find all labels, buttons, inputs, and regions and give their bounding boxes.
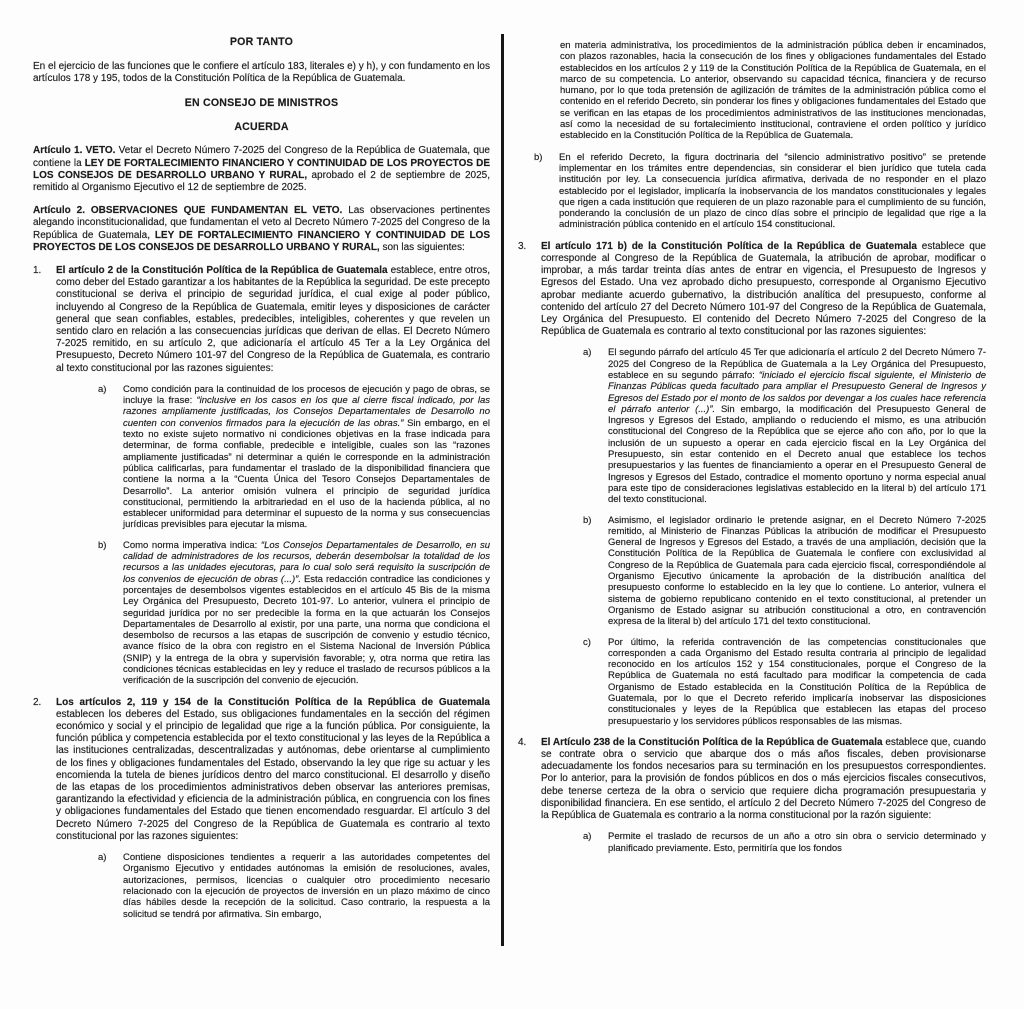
text-segment: establece que, cuando se contrate obra o servicio que abarque dos o más años fiscales, deben provisionarse adecuadamente los fondos necesarios para su terminación en los presupuestos correspondientes. Por lo anterior, para la provisión de fondos públicos en dos o más ejercicios fiscales consecutivos, debe tenerse certeza de la obra o servicio que requiere dicha programación presupuestaria y disponibilidad financiera. En ese sentido, el artículo 2 del Decreto Número 7-2025 del Congreso de la República de Guatemala es contrario a la norma constitucional por la razón siguiente: xyxy=(541,736,986,822)
item-number: 4. xyxy=(518,736,527,748)
item-number: 2. xyxy=(33,696,42,708)
continuation-paragraph-2a xyxy=(560,40,986,142)
text-segment: establece, entre otros, como deber del Estado garantizar a los habitantes de la República la seguridad. De este precepto constitucional se deriva el principio de seguridad jurídica, el cual exige al poder público, incluyendo al Congreso de la República de Guatemala, emitir leyes y disposiciones de carácter general que sean confiables, estables, predecibles, inteligibles, coherentes y que revelen un sentido claro en relación a las consecuencias jurídicas que derivan de ellas. El Decreto Número 7-2025 remitido, en su artículo 2, que adicionaría el artículo 45 Ter a la Ley Orgánica del Presupuesto, Decreto Número 101-97 del Congreso de la República de Guatemala, es contrario al texto constitucional por las razones siguientes: xyxy=(56,265,490,374)
text-segment: Asimismo, el legislador ordinario le pretende asignar, en el Decreto Número 7-2025 remitido, al Ministerio de Finanzas Públicas la atribución de modificar el Presupuesto General de Ingresos y Egresos del Estado, a través de una ampliación, decisión que la Constitución Política de la República de Guatemala le confiere con exclusividad al Congreso de la República de Guatemala para cada ejercicio fiscal, correspondiéndole al Organismo Ejecutivo únicamente la aprobación de la distribución analítica del presupuesto conforme lo establecido en la ley que lo contiene. Lo anterior, vulnera el sistema de gobierno republicano contenido en el texto constitucional, al pretender un Organismo de Estado asignar su atribución constitucional a otro, en contravención expresa de la literal b) del artículo 171 del texto constitucional. xyxy=(608,514,986,628)
text-segment: “iniciado el ejercicio fiscal siguiente, el Ministerio de Finanzas Públicas queda facultado para ampliar el Presupuesto General de Ingresos y Egresos del Estado por el monto de los saldos por devengar a los cuales hace referencia el párrafo anterior (...)”. xyxy=(608,369,987,415)
text-segment: Las observaciones pertinentes alegando inconstitucionalidad, que fundamentan el veto al Decreto Número 7-2025 del Congreso de la República de Guatemala, xyxy=(33,205,491,241)
text-segment: El segundo párrafo del artículo 45 Ter que adicionaría el artículo 2 del Decreto Número 7-2025 del Congreso de la República de Guatemala a la Ley Orgánica del Presupuesto, establece en su segundo párrafo: xyxy=(608,347,986,381)
text-segment: “inclusive en los casos en los que al cierre fiscal indicado, por las razones ampliamente justificadas, los Consejos Departamentales de Desarrollo no cuenten con convenios firmados para la ejecución de las obras.” xyxy=(123,395,490,429)
text-segment: establecen los deberes del Estado, sus obligaciones fundamentales en la sección del régimen económico y social y el principio de legalidad que rige a la función pública. Por consiguiente, la función pública y competencia establecida por el texto constitucional y las leyes de la República a las instituciones centralizadas, descentralizadas y autónomas, debe orientarse al cumplimiento de los fines y obligaciones fundamentales del Estado, observando la ley que rige su actuar y les encomienda la tutela de bienes jurídicos dentro del marco constitucional. El desarrollo y diseño de las etapas de los procedimientos administrativos deben observar las anteriores premisas, garantizando la efectividad y eficiencia de la administración pública, en congruencia con los fines y obligaciones fundamentales del Estado que tienen encomendado resguardar. El artículo 3 del Decreto Número 7-2025 del Congreso de la República de Guatemala es contrario al texto constitucional por las razones siguientes: xyxy=(56,708,490,842)
subitem-3b xyxy=(583,515,986,628)
subitem-label: a) xyxy=(98,852,107,864)
text-segment: son las siguientes: xyxy=(379,241,465,253)
subitem-body xyxy=(608,347,986,505)
right-column xyxy=(518,40,986,864)
item-content xyxy=(56,265,490,687)
item-content xyxy=(56,697,490,920)
subitem-label: b) xyxy=(534,151,543,163)
text-segment: Como norma imperativa indica: xyxy=(123,539,261,551)
item-content xyxy=(541,241,986,727)
subitem-1a xyxy=(98,384,490,531)
text-segment: Como condición para la continuidad de los procesos de ejecución y pago de obras, se incluye la frase: xyxy=(123,383,490,407)
text-segment: Esta redacción contradice las condiciones y porcentajes de desembolsos vigentes establecidos en el artículo 45 Bis de la misma Ley Orgánica del Presupuesto, Decreto 101-97. Lo anterior, vulnera el principio de seguridad jurídica por no ser predecible la forma en la que actuarán los Consejos Departamentales de Desarrollo al existir, por una parte, una norma que condiciona el desembolso de recursos a las etapas de suscripción de convenio y estudio técnico, avance físico de la obra con registro en el Sistema Nacional de Inversión Pública (SNIP) y la entrega de la obra y supervisión favorable; y, otra norma que retira las condiciones técnicas establecidas en ley y reduce el traslado de recursos públicos a la verificación de la suscripción del convenio de ejecución. xyxy=(123,573,490,687)
text-segment: El artículo 2 de la Constitución Política de la República de Guatemala xyxy=(56,265,388,277)
subitem-label: b) xyxy=(583,514,592,526)
text-segment: aprobado el 2 de septiembre de 2025, remitido al Organismo Ejecutivo el 12 de septiembre de 2025. xyxy=(33,169,490,194)
text-segment: Vetar el Decreto Número 7-2025 del Congreso de la República de Guatemala, que contiene la xyxy=(33,145,490,169)
text-segment: Sin embargo, la modificación del Presupuesto General de Ingresos y Egresos del Estado, ampliando o reduciendo el mismo, es una atribución constitucional del Congreso de la República que se ejerce año con año, por lo que la inclusión de un supuesto a operar en cada ejercicio fiscal en la Ley Orgánica del Presupuesto, sin estar contenido en el Decreto anual que establece los techos presupuestarios y las fuentes de financiamiento a operar en el Presupuesto General de Ingresos y Egresos del Estado, contradice el momento oportuno y norma especial anual para este tipo de consideraciones legislativas establecido en la literal b) del artículo 171 del texto constitucional. xyxy=(608,403,986,506)
text-segment: LEY DE FORTALECIMIENTO FINANCIERO Y CONTINUIDAD DE LOS PROYECTOS DE LOS CONSEJOS DE DESARROLLO URBANO Y RURAL, xyxy=(33,229,491,253)
text-segment: En el ejercicio de las funciones que le confiere el artículo 183, literales e) y h), y con fundamento en los artículos 178 y 195, todos de la Constitución Política de la República de Guatemala. xyxy=(33,61,490,85)
numbered-item-3 xyxy=(518,241,986,727)
subitem-body xyxy=(608,515,986,628)
item-number: 1. xyxy=(33,265,42,277)
subitem-body xyxy=(123,852,490,920)
heading-por-tanto: POR TANTO xyxy=(229,36,294,48)
subitem-body xyxy=(608,831,986,854)
subitem-1b xyxy=(98,540,490,687)
text-segment: Contiene disposiciones tendientes a requerir a las autoridades competentes del Organismo Ejecutivo y entidades autónomas la emisión de resoluciones, avales, autorizaciones, permisos, licencias o cualquier otro procedimiento necesario relacionado con la ejecución de proyectos de inversión en un plazo máximo de cinco días hábiles desde la recepción de la solicitud. Caso contrario, la respuesta a la solicitud se tendrá por afirmativa. Sin embargo, xyxy=(123,852,490,920)
subitem-2a xyxy=(98,852,490,920)
text-segment: en materia administrativa, los procedimientos de la administración pública deben ir encaminados, con plazos razonables, hacia la consecución de los fines y obligaciones fundamentales del Estado establecidos en los artículos 2 y 119 de la Constitución Política de la República de Guatemala, en el marco de su competencia. Lo anterior, observando su capacidad técnica, financiera y de recurso humano, por lo que toda pretensión de agilización de trámites de la administración pública como el contenido en el referido Decreto, sin ponderar los fines y obligaciones fundamentales del Estado que se verifican en las etapas de los procedimientos administrativos de las instituciones mencionadas, así como la necesidad de su fortalecimiento institucional, contraviene el orden político y jurídico establecido en la Constitución Política de la República de Guatemala. xyxy=(560,40,986,142)
numbered-item-1 xyxy=(33,265,490,687)
text-segment: “Los Consejos Departamentales de Desarrollo, en su calidad de administradores de los recursos, deberán desembolsar la totalidad de los recursos a las unidades ejecutoras, para lo cual solo será requisito la suscripción de los convenios de ejecución de obras (...)”. xyxy=(123,539,490,585)
text-segment: En el referido Decreto, la figura doctrinaria del “silencio administrativo positivo” se pretende implementar en los trámites entre dependencias, sin considerar el bien jurídico que tutela cada institución por ley. La consecuencia jurídica afirmativa, derivada de no responder en el plazo establecido por el legislador, implicaría la inobservancia de los mandatos constitucionales y legales que rigen a cada institución que requieren de un plazo razonable para el cumplimiento de su función, ponderando la conclusión de un plazo de cinco días sobre el principio de legalidad que rige a la administración pública contenido en el artículo 154 constitucional. xyxy=(559,151,986,231)
text-segment: LEY DE FORTALECIMIENTO FINANCIERO Y CONTINUIDAD DE LOS PROYECTOS DE LOS CONSEJOS DE DESARROLLO URBANO Y RURAL, xyxy=(33,157,490,181)
article-1-paragraph xyxy=(33,145,490,194)
item-body xyxy=(56,697,490,843)
item-body xyxy=(56,265,490,375)
item-content xyxy=(541,737,986,854)
subitem-label: a) xyxy=(583,347,592,359)
subitem-body xyxy=(123,540,490,687)
subitem-4a xyxy=(583,831,986,854)
text-segment: Por último, la referida contravención de las competencias constitucionales que corresponden a cada Organismo del Estado resulta contraria al principio de legalidad reconocido en los artículos 152 y 154 constitucionales, porque el Congreso de la República de Guatemala no está facultado para modificar la competencia de cada Organismo de Estado establecida en la Constitución Política de la República de Guatemala, por lo que el Decreto referido implicaría inobservar las disposiciones constitucionales y leyes de la República que establecen las etapas del proceso presupuestario y los servidores públicos responsables de las mismas. xyxy=(608,636,986,727)
text-segment: El artículo 171 b) de la Constitución Política de la República de Guatemala xyxy=(541,240,917,252)
left-column xyxy=(33,36,490,930)
subitem-label: b) xyxy=(98,539,107,551)
text-segment: Sin embargo, en el texto no existe sujeto normativo ni condiciones objetivas en la frase indicada para determinar, de forma confiable, predecible e inteligible, cuales son las “razones ampliamente justificadas” ni determinar a quién le corresponde en la administración pública calificarlas, para fundamentar el traslado de la disponibilidad financiera que contiene la norma a la “Cuenta Única del Tesoro Consejos Departamentales de Desarrollo”. La anterior omisión vulnera el principio de seguridad jurídica constitucional, permitiendo la arbitrariedad en el uso de la hacienda pública, al no establecer uniformidad para determinar el supuesto de la norma y sus consecuencias jurídicas previsibles para ejecutar la misma. xyxy=(123,417,490,531)
subitem-body xyxy=(123,384,490,531)
text-segment: Permite el traslado de recursos de un año a otro sin obra o servicio determinado y planificado previamente. Esto, permitiría que los fondos xyxy=(608,831,986,854)
heading-en-consejo-de-ministros: EN CONSEJO DE MINISTROS xyxy=(184,97,339,110)
text-segment: Artículo 1. VETO. xyxy=(33,145,119,157)
item-body xyxy=(541,737,986,822)
text-segment: Los artículos 2, 119 y 154 de la Constitución Política de la República de Guatemala xyxy=(56,696,490,708)
item-number: 3. xyxy=(518,240,527,252)
numbered-item-4 xyxy=(518,737,986,854)
subitem-3a xyxy=(583,347,986,505)
subitem-body xyxy=(559,152,986,231)
subitem-3c xyxy=(583,637,986,727)
subitem-label: a) xyxy=(583,831,592,843)
column-divider xyxy=(501,34,504,946)
text-segment: Artículo 2. OBSERVACIONES QUE FUNDAMENTAN EL VETO. xyxy=(33,205,349,217)
text-segment: El Artículo 238 de la Constitución Política de la República de Guatemala xyxy=(541,736,883,748)
subitem-body xyxy=(608,637,986,727)
subitem-2b xyxy=(534,152,986,231)
subitem-label: c) xyxy=(583,636,591,648)
numbered-item-2 xyxy=(33,697,490,920)
text-segment: establece que corresponde al Congreso de la República de Guatemala, la atribución de aprobar, modificar o improbar, a más tardar treinta días antes de entrar en vigencia, el Presupuesto de Ingresos y Egresos del Estado. Una vez aprobado dicho presupuesto, corresponde al Organismo Ejecutivo aprobar mediante acuerdo gubernativo, la distribución analítica del presupuesto, conforme al contenido del artículo 27 del Decreto Número 101-97 del Congreso de la República de Guatemala, Ley Orgánica del Presupuesto. El contenido del Decreto Número 7-2025 del Congreso de la República de Guatemala es contrario al texto constitucional por las razones siguientes: xyxy=(541,240,986,338)
subitem-label: a) xyxy=(98,383,107,395)
article-2-paragraph xyxy=(33,205,490,254)
intro-paragraph xyxy=(33,61,490,85)
item-body xyxy=(541,241,986,339)
heading-acuerda: ACUERDA xyxy=(234,121,289,134)
